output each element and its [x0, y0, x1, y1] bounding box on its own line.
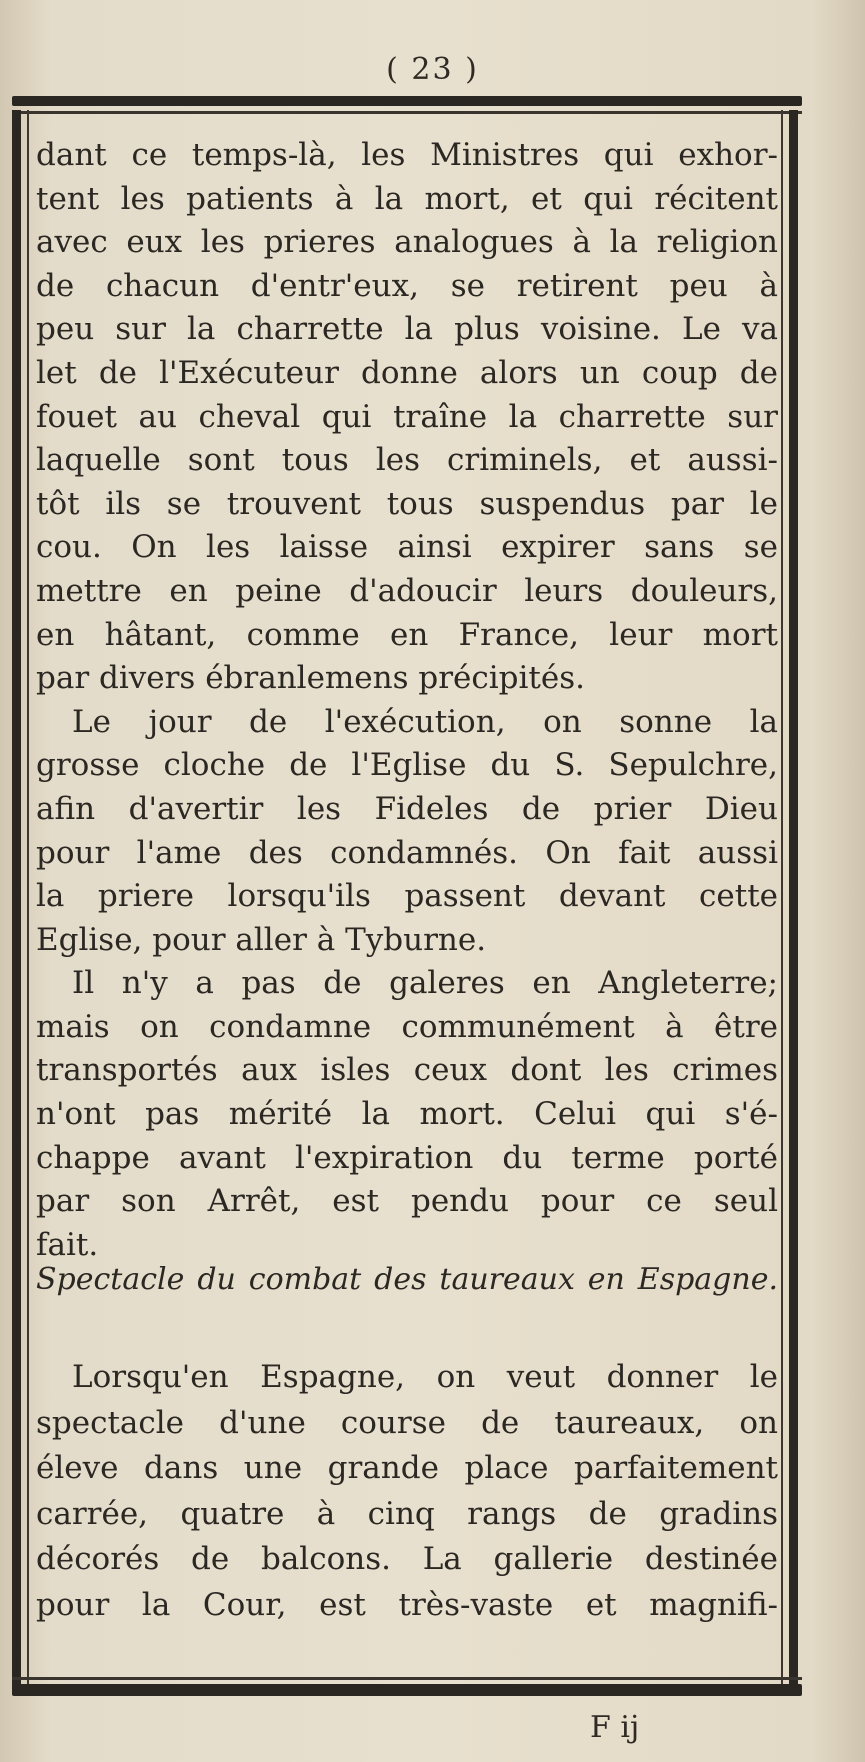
text-line: pour la Cour, est très-vaste et magnifi-	[36, 1586, 778, 1623]
text-line: carrée, quatre à cinq rangs de gradins	[36, 1495, 778, 1532]
text-line: mettre en peine d'adoucir leurs douleurs,	[36, 572, 778, 609]
text-line: mais on condamne communément à être	[36, 1008, 778, 1045]
text-line: transportés aux isles ceux dont les crimes	[36, 1052, 778, 1089]
text-line: pour l'ame des condamnés. On fait aussi	[36, 834, 778, 871]
text-line: fait.	[36, 1226, 99, 1263]
text-line: chappe avant l'expiration du terme porté	[36, 1139, 778, 1176]
text-line: décorés de balcons. La gallerie destinée	[36, 1541, 778, 1577]
text-line: afin d'avertir les Fideles de prier Dieu	[36, 790, 778, 827]
text-line: let de l'Exécuteur donne alors un coup de	[36, 354, 778, 391]
text-line: tôt ils se trouvent tous suspendus par le	[36, 485, 778, 522]
text-line: Eglise, pour aller à Tyburne.	[36, 921, 487, 958]
paragraph-start-line: Il n'y a pas de galeres en Angleterre;	[72, 965, 778, 1002]
text-line: grosse cloche de l'Eglise du S. Sepulchre,	[36, 747, 778, 784]
section-heading: Spectacle du combat des taureaux en Espagne.	[36, 1262, 778, 1297]
text-line: peu sur la charrette la plus voisine. Le va	[36, 311, 778, 348]
text-line: la priere lorsqu'ils passent devant cette	[36, 878, 778, 915]
text-line: fouet au cheval qui traîne la charrette sur	[36, 398, 778, 435]
text-line: n'ont pas mérité la mort. Celui qui s'é-	[36, 1096, 778, 1133]
top-border-rule	[12, 96, 802, 106]
text-line: avec eux les prieres analogues à la religion	[36, 224, 778, 261]
signature-mark: F ij	[590, 1710, 640, 1745]
paragraph-start-line: Le jour de l'exécution, on sonne la	[72, 703, 778, 740]
text-line: laquelle sont tous les criminels, et aussi-	[36, 442, 778, 479]
text-line: spectacle d'une course de taureaux, on	[36, 1404, 778, 1441]
text-line: tent les patients à la mort, et qui récitent	[36, 180, 778, 217]
bottom-border-rule	[12, 1684, 802, 1696]
text-line: en hâtant, comme en France, leur mort	[36, 616, 778, 653]
text-line: de chacun d'entr'eux, se retirent peu à	[36, 267, 778, 304]
text-line: par divers ébranlemens précipités.	[36, 660, 585, 697]
paragraph-start-line: Lorsqu'en Espagne, on veut donner le	[72, 1359, 778, 1395]
text-line: dant ce temps-là, les Ministres qui exhor-	[36, 137, 778, 173]
body-text	[36, 134, 778, 1267]
section-body-text	[36, 1355, 778, 1628]
text-line: cou. On les laisse ainsi expirer sans se	[36, 529, 778, 566]
text-line: par son Arrêt, est pendu pour ce seul	[36, 1183, 778, 1220]
page-number: ( 23 )	[386, 52, 479, 87]
text-line: éleve dans une grande place parfaitement	[36, 1450, 778, 1486]
